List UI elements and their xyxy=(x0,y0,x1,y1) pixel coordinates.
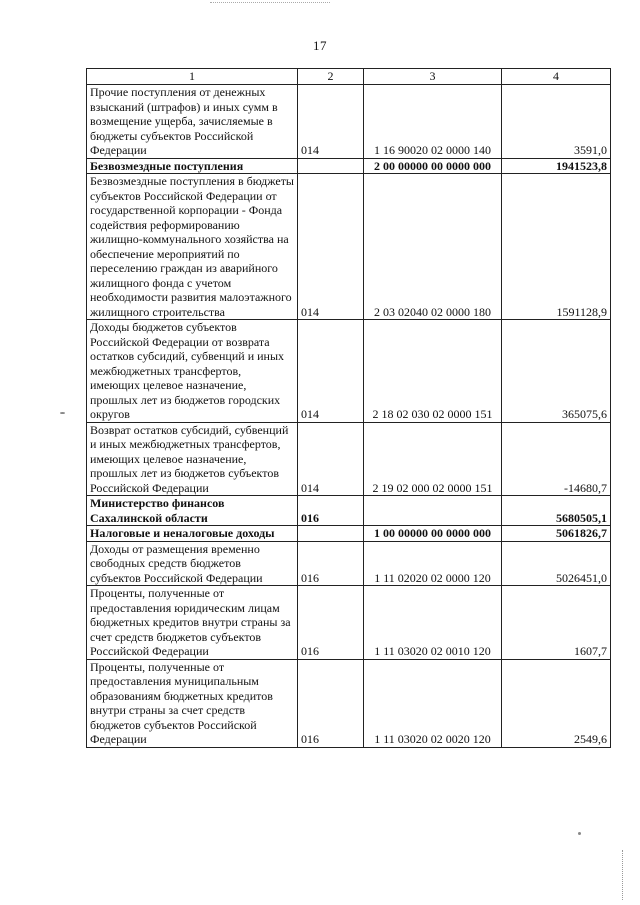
row-admin-code-cell: 014 xyxy=(298,85,364,159)
column-header-4: 4 xyxy=(502,69,611,85)
row-budget-code-cell: 1 11 03020 02 0020 120 xyxy=(364,659,502,747)
row-admin-code-cell: 014 xyxy=(298,174,364,320)
row-name-cell: Прочие поступления от денежных взысканий (штрафов) и иных сумм в возмещение ущерба, зачисляемые в бюджеты субъектов Российской Федерации xyxy=(87,85,298,159)
row-admin-code-cell: 016 xyxy=(298,541,364,586)
table-header-row xyxy=(87,69,611,85)
row-name-cell: Безвозмездные поступления в бюджеты субъектов Российской Федерации от государственной корпорации - Фонда содействия реформированию жилищно-коммунального хозяйства на обеспечение мероприятий по переселению граждан из аварийного жилищного фонда с учетом необходимости развития малоэтажного жилищного строительства xyxy=(87,174,298,320)
row-admin-code-cell: 016 xyxy=(298,659,364,747)
row-admin-code-cell: 014 xyxy=(298,422,364,496)
page-number: 17 xyxy=(313,38,327,53)
scan-speck xyxy=(60,412,65,414)
row-amount-cell: 1591128,9 xyxy=(502,174,611,320)
table-row xyxy=(87,541,611,586)
row-name-cell: Налоговые и неналоговые доходы xyxy=(87,526,298,542)
row-amount-cell: 1941523,8 xyxy=(502,158,611,174)
revenue-table xyxy=(86,68,611,748)
table-row xyxy=(87,85,611,159)
row-budget-code-cell: 2 19 02 000 02 0000 151 xyxy=(364,422,502,496)
row-name-cell: Министерство финансов Сахалинской области xyxy=(87,496,298,526)
table-row xyxy=(87,158,611,174)
row-name-cell: Безвозмездные поступления xyxy=(87,158,298,174)
row-budget-code-cell: 1 11 02020 02 0000 120 xyxy=(364,541,502,586)
row-amount-cell: 2549,6 xyxy=(502,659,611,747)
row-budget-code-cell: 2 03 02040 02 0000 180 xyxy=(364,174,502,320)
row-budget-code-cell: 2 18 02 030 02 0000 151 xyxy=(364,320,502,423)
row-name-cell: Возврат остатков субсидий, субвенций и иных межбюджетных трансфертов, имеющих целевое назначение, прошлых лет из бюджетов субъектов Российской Федерации xyxy=(87,422,298,496)
row-admin-code-cell: 016 xyxy=(298,586,364,660)
table-row xyxy=(87,586,611,660)
table-row xyxy=(87,174,611,320)
row-budget-code-cell: 1 00 00000 00 0000 000 xyxy=(364,526,502,542)
row-name-cell: Доходы бюджетов субъектов Российской Федерации от возврата остатков субсидий, субвенций и иных межбюджетных трансфертов, имеющих целевое назначение, прошлых лет из бюджетов городских округов xyxy=(87,320,298,423)
table-row xyxy=(87,496,611,526)
row-admin-code-cell xyxy=(298,526,364,542)
row-amount-cell: 1607,7 xyxy=(502,586,611,660)
row-budget-code-cell xyxy=(364,496,502,526)
scan-artifact-edge xyxy=(622,850,623,900)
row-name-cell: Проценты, полученные от предоставления юридическим лицам бюджетных кредитов внутри страны за счет средств бюджетов субъектов Российской Федерации xyxy=(87,586,298,660)
row-budget-code-cell: 1 11 03020 02 0010 120 xyxy=(364,586,502,660)
row-amount-cell: 5061826,7 xyxy=(502,526,611,542)
row-admin-code-cell: 016 xyxy=(298,496,364,526)
scan-speck xyxy=(578,832,581,835)
row-budget-code-cell: 1 16 90020 02 0000 140 xyxy=(364,85,502,159)
scan-artifact-top xyxy=(210,2,330,3)
column-header-3: 3 xyxy=(364,69,502,85)
table-row xyxy=(87,422,611,496)
row-amount-cell: 365075,6 xyxy=(502,320,611,423)
row-admin-code-cell xyxy=(298,158,364,174)
table-row xyxy=(87,320,611,423)
table-row xyxy=(87,659,611,747)
column-header-2: 2 xyxy=(298,69,364,85)
row-name-cell: Доходы от размещения временно свободных средств бюджетов субъектов Российской Федерации xyxy=(87,541,298,586)
row-admin-code-cell: 014 xyxy=(298,320,364,423)
row-budget-code-cell: 2 00 00000 00 0000 000 xyxy=(364,158,502,174)
row-amount-cell: -14680,7 xyxy=(502,422,611,496)
row-name-cell: Проценты, полученные от предоставления муниципальным образованиям бюджетных кредитов внутри страны за счет средств бюджетов субъектов Российской Федерации xyxy=(87,659,298,747)
table-row xyxy=(87,526,611,542)
row-amount-cell: 3591,0 xyxy=(502,85,611,159)
column-header-1: 1 xyxy=(87,69,298,85)
row-amount-cell: 5680505,1 xyxy=(502,496,611,526)
row-amount-cell: 5026451,0 xyxy=(502,541,611,586)
